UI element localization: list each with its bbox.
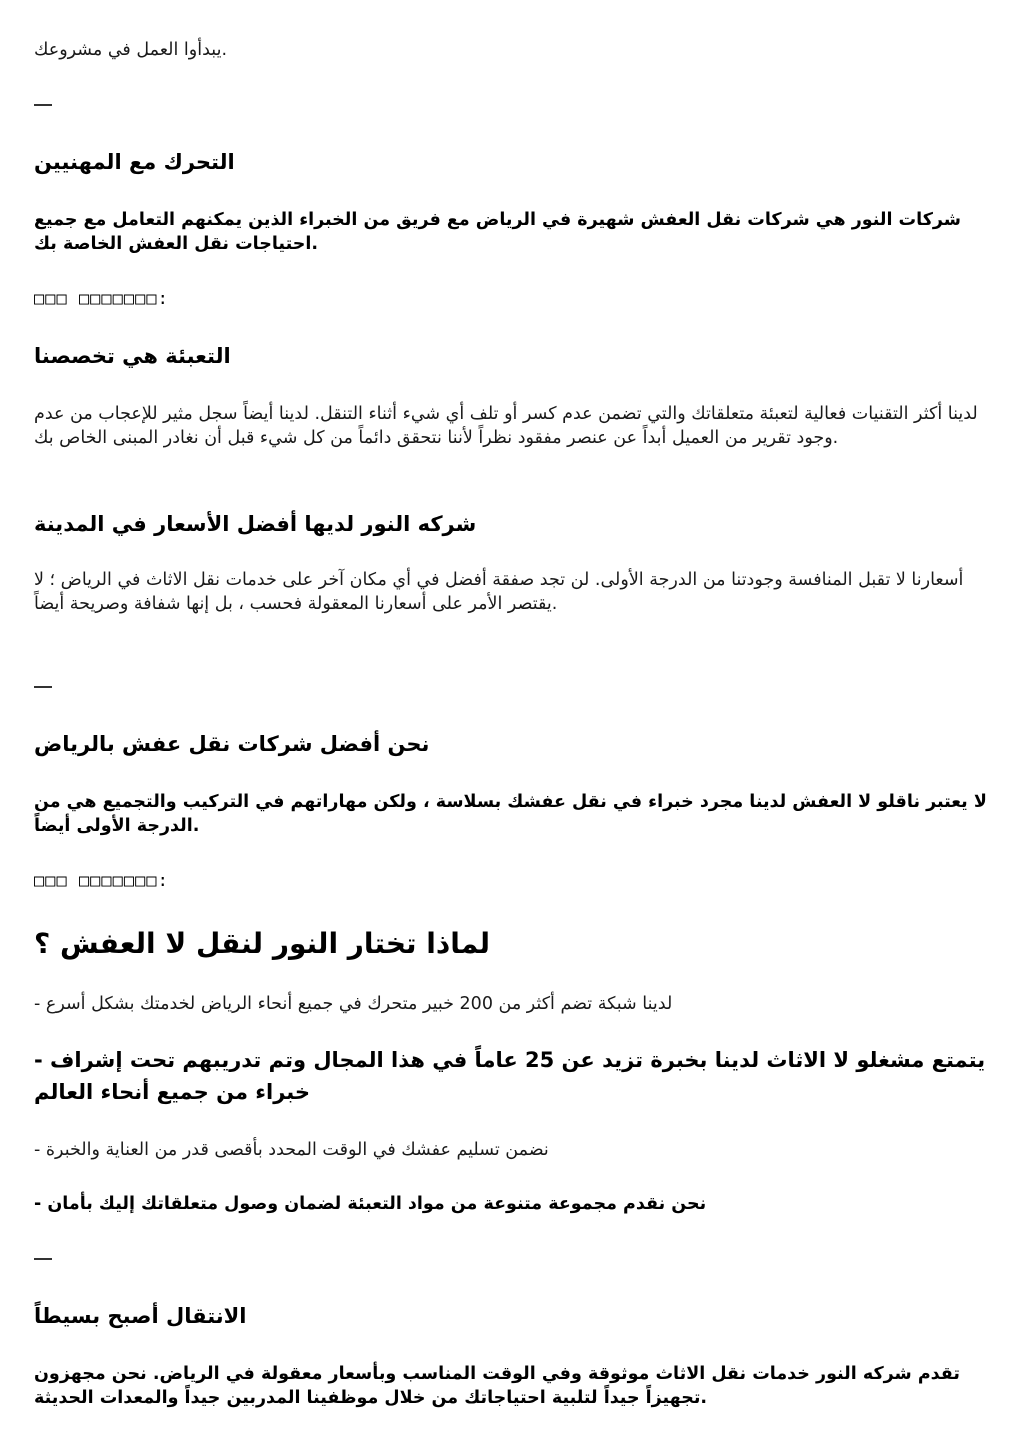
separator-2 (34, 686, 52, 688)
prices-paragraph: أسعارنا لا تقبل المنافسة وجودتنا من الدرجة الأولى. لن تجد صفقة أفضل في أي مكان آخر على خدمات نقل الاثاث في الرياض ؛ لا يقتصر الأمر على أسعارنا المعقولة فحسب ، بل إنها شفافة وصريحة أيضاً. (34, 570, 964, 614)
why-item-3: - نضمن تسليم عفشك في الوقت المحدد بأقصى قدر من العناية والخبرة (34, 1140, 549, 1160)
best-paragraph: لا يعتبر ناقلو لا العفش لدينا مجرد خبراء في نقل عفشك بسلاسة ، ولكن مهاراتهم في التركيب والتجميع هي من الدرجة الأولى أيضاً. (34, 792, 987, 836)
packing-heading: التعبئة هي تخصصنا (34, 344, 231, 368)
packing-paragraph: لدينا أكثر التقنيات فعالية لتعبئة متعلقاتك والتي تضمن عدم كسر أو تلف أي شيء أثناء التنقل. لدينا أيضاً سجل مثير للإعجاب من عدم وجود تقرير من العميل أبداً عن عنصر مفقود نظراً لأننا نتحقق دائماً من كل شيء قبل أن نغادر المبنى الخاص بك. (34, 404, 978, 448)
easy-paragraph: تقدم شركه النور خدمات نقل الاثاث موثوقة وفي الوقت المناسب وبأسعار معقولة في الرياض. نحن مجهزون تجهيزاً جيداً لتلبية احتياجاتك من خلال موظفينا المدربين جيداً والمعدات الحديثة. (34, 1364, 960, 1408)
why-item-1: - لدينا شبكة تضم أكثر من 200 خبير متحرك في جميع أنحاء الرياض لخدمتك بشكل أسرع (34, 994, 673, 1014)
garbled-label-2: □□□ □□□□□□□: (34, 871, 169, 891)
separator-1 (34, 104, 52, 106)
movers-paragraph: شركات النور هي شركات نقل العفش شهيرة في الرياض مع فريق من الخبراء الذين يمكنهم التعامل مع جميع احتياجات نقل العفش الخاصة بك. (34, 210, 961, 254)
intro-tail-text: يبدأوا العمل في مشروعك. (34, 40, 228, 60)
movers-heading: التحرك مع المهنيين (34, 150, 235, 174)
separator-3 (34, 1258, 52, 1260)
why-heading: لماذا تختار النور لنقل لا العفش ؟ (34, 927, 491, 960)
easy-heading: الانتقال أصبح بسيطاً (34, 1304, 247, 1328)
why-item-2: - يتمتع مشغلو لا الاثاث لدينا بخبرة تزيد عن 25 عاماً في هذا المجال وتم تدريبهم تحت إشراف خبراء من جميع أنحاء العالم (34, 1048, 986, 1104)
garbled-label-1: □□□ □□□□□□□: (34, 289, 169, 309)
why-item-4: - نحن نقدم مجموعة متنوعة من مواد التعبئة لضمان وصول متعلقاتك إليك بأمان (34, 1194, 707, 1214)
prices-heading: شركه النور لديها أفضل الأسعار في المدينة (34, 512, 477, 536)
best-heading: نحن أفضل شركات نقل عفش بالرياض (34, 732, 430, 756)
